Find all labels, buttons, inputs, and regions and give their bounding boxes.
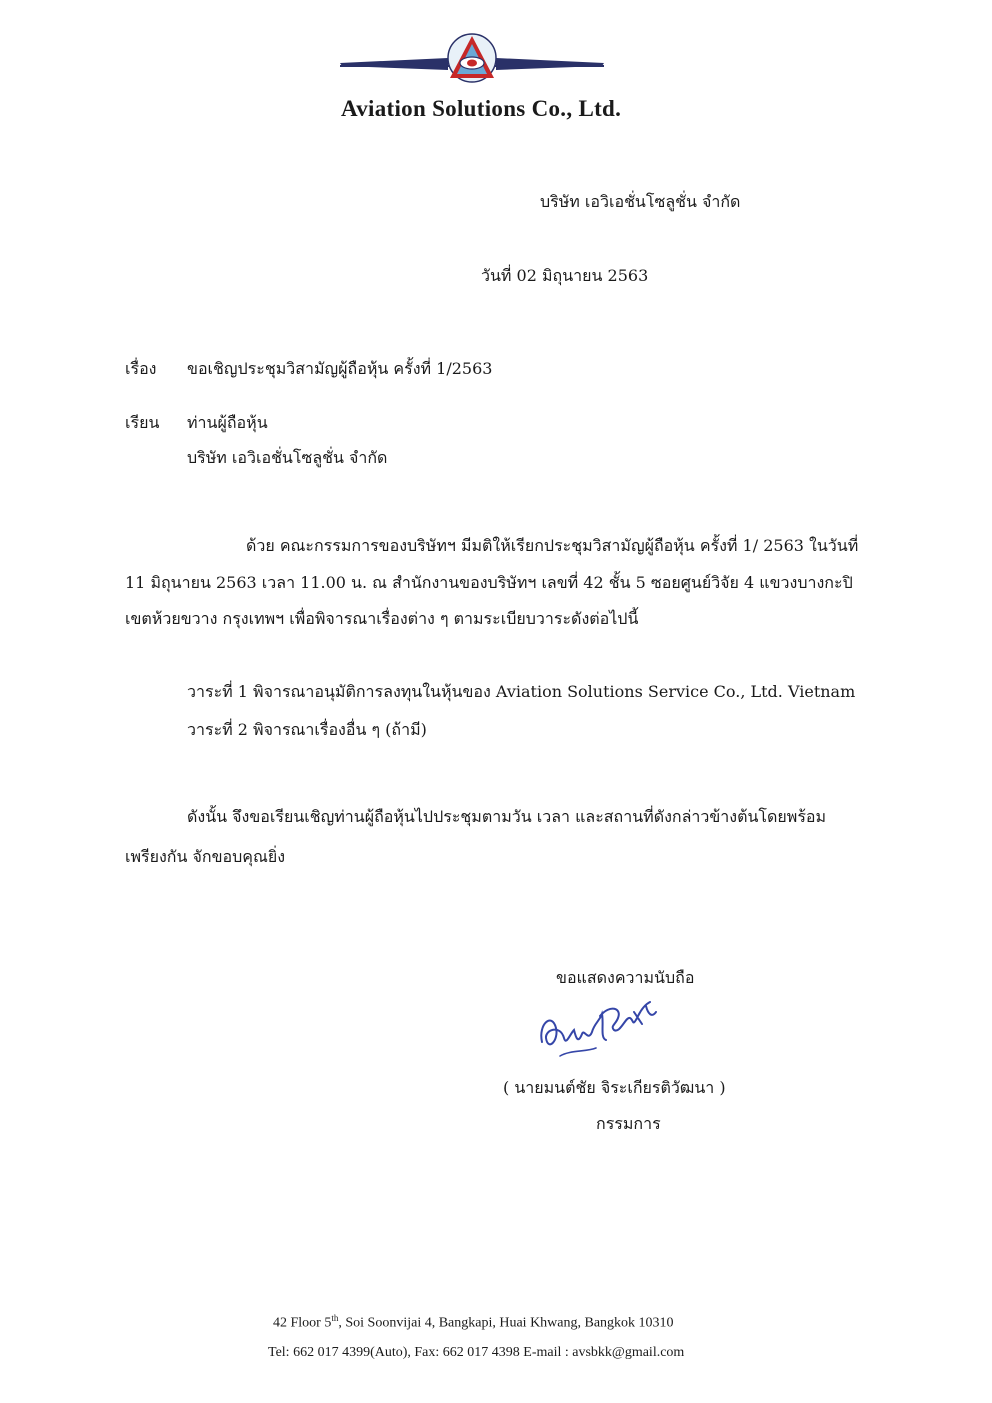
footer-address-superscript: th (331, 1313, 339, 1323)
agenda-item-2: วาระที่ 2 พิจารณาเรื่องอื่น ๆ (ถ้ามี) (187, 720, 427, 739)
company-name-logo-text: Aviation Solutions Co., Ltd. (341, 96, 622, 121)
body-paragraph-1-line-3: เขตห้วยขวาง กรุงเทพฯ เพื่อพิจารณาเรื่องต่าง ๆ ตามระเบียบวาระดังต่อไปนี้ (125, 609, 639, 628)
agenda-item-1: วาระที่ 1 พิจารณาอนุมัติการลงทุนในหุ้นของ Aviation Solutions Service Co., Ltd. Vietnam (187, 682, 856, 701)
signer-name: ( นายมนต์ชัย จิระเกียรติวัฒนา ) (503, 1078, 726, 1097)
body-paragraph-1-line-1: ด้วย คณะกรรมการของบริษัทฯ มีมติให้เรียกประชุมวิสามัญผู้ถือหุ้น ครั้งที่ 1/ 2563 ในวันที่ (246, 536, 859, 555)
recipient-label: เรียน (125, 413, 160, 432)
footer-address-rest: , Soi Soonvijai 4, Bangkapi, Huai Khwang, Bangkok 10310 (338, 1315, 674, 1331)
recipient-line-2: บริษัท เอวิเอชั่นโซลูชั่น จำกัด (187, 448, 388, 467)
footer-address-number: 42 Floor 5 (273, 1315, 332, 1331)
subject-label: เรื่อง (125, 359, 157, 378)
footer-address (273, 1313, 674, 1332)
signer-title: กรรมการ (596, 1114, 661, 1133)
subject-text: ขอเชิญประชุมวิสามัญผู้ถือหุ้น ครั้งที่ 1/2563 (187, 359, 493, 378)
footer-contact: Tel: 662 017 4399(Auto), Fax: 662 017 4398 E-mail : avsbkk@gmail.com (268, 1345, 685, 1360)
body-paragraph-1-line-2: 11 มิถุนายน 2563 เวลา 11.00 น. ณ สำนักงานของบริษัทฯ เลขที่ 42 ชั้น 5 ซอยศูนย์วิจัย 4 แขวงบางกะปิ (125, 573, 853, 592)
recipient-line-1: ท่านผู้ถือหุ้น (187, 413, 268, 432)
body-paragraph-2-line-1: ดังนั้น จึงขอเรียนเชิญท่านผู้ถือหุ้นไปประชุมตามวัน เวลา และสถานที่ดังกล่าวข้างต้นโดยพร้อม (187, 807, 827, 826)
closing-regards: ขอแสดงความนับถือ (556, 968, 695, 987)
handwritten-signature-icon (530, 994, 670, 1064)
company-name-thai: บริษัท เอวิเอชั่นโซลูชั่น จำกัด (540, 192, 741, 211)
body-paragraph-2-line-2: เพรียงกัน จักขอบคุณยิ่ง (125, 847, 286, 866)
letter-date: วันที่ 02 มิถุนายน 2563 (481, 266, 649, 285)
